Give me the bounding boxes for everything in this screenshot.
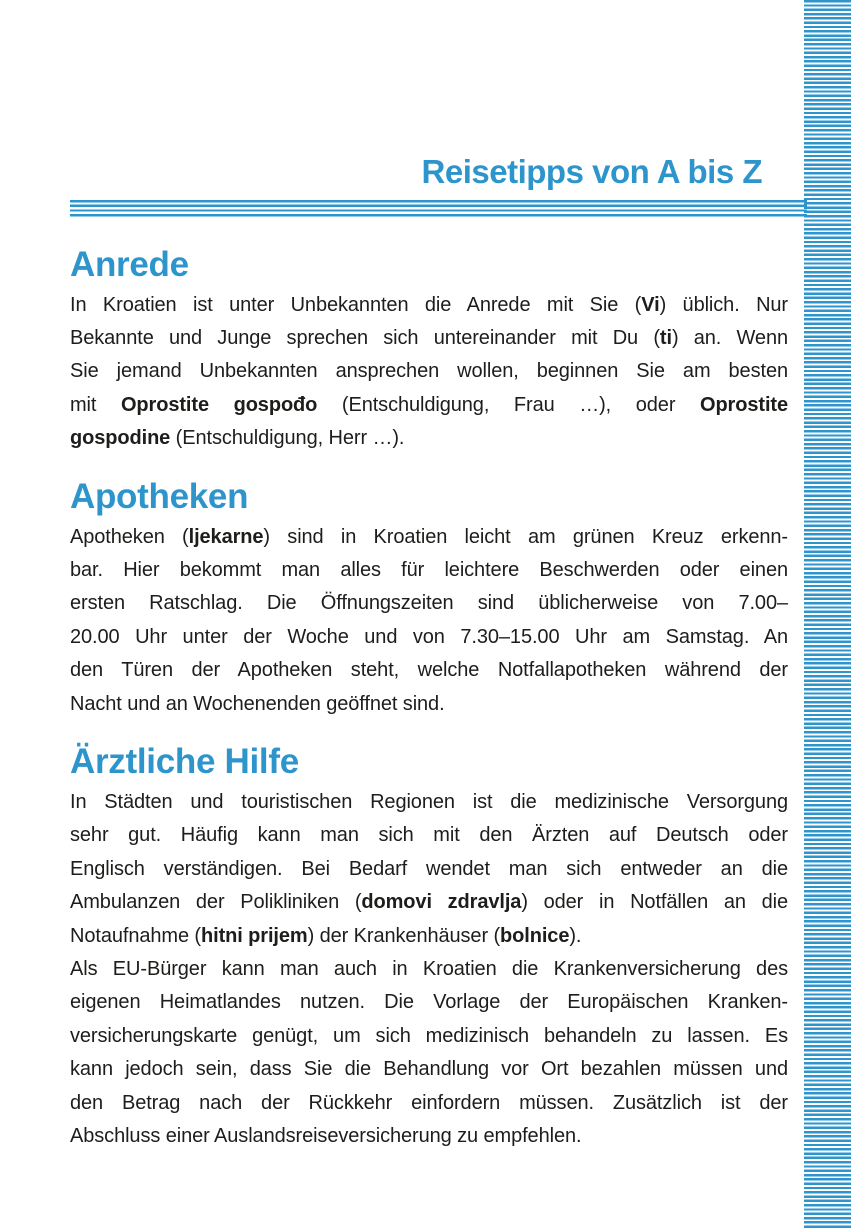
text-line xyxy=(70,853,788,886)
section-heading-apotheken: Apotheken xyxy=(70,476,249,516)
text-line xyxy=(70,1020,788,1053)
text-segment: den Türen der Apotheken steht, welche Notfallapotheken während der xyxy=(70,659,788,682)
text-segment: 20.00 Uhr unter der Woche und von 7.30–15.00 Uhr am Samstag. An xyxy=(70,625,788,648)
text-segment: In Kroatien ist unter Unbekannten die Anrede mit Sie ( xyxy=(70,293,642,316)
bold-term: domovi zdravlja xyxy=(361,891,522,914)
section-heading-aerztliche-hilfe: Ärztliche Hilfe xyxy=(70,741,299,781)
section-apotheken xyxy=(70,476,788,721)
text-segment: ) oder in Notfällen an die xyxy=(521,891,789,914)
text-segment: mit xyxy=(70,393,121,416)
text-line xyxy=(70,389,788,422)
text-line xyxy=(70,688,788,721)
text-line xyxy=(70,786,788,819)
header-rule xyxy=(70,200,807,217)
text-line xyxy=(70,1053,788,1086)
page-header xyxy=(70,0,788,217)
text-line xyxy=(70,621,788,654)
text-segment: Englisch verständigen. Bei Bedarf wendet man sich entweder an die xyxy=(70,857,788,880)
paragraph xyxy=(70,953,788,1153)
text-segment: Sie jemand Unbekannten ansprechen wollen, beginnen Sie am besten xyxy=(70,360,788,383)
text-line xyxy=(70,322,788,355)
right-stripe-band-icon xyxy=(804,0,851,1229)
paragraph xyxy=(70,289,788,456)
text-line xyxy=(70,422,788,455)
text-segment: Notaufnahme ( xyxy=(70,924,201,947)
page-title: Reisetipps von A bis Z xyxy=(421,153,762,190)
bold-term: bolnice xyxy=(500,924,570,947)
text-line xyxy=(70,521,788,554)
text-segment: eigenen Heimatlandes nutzen. Die Vorlage der Europäischen Kranken- xyxy=(70,991,788,1014)
text-segment: ) sind in Kroatien leicht am grünen Kreuz erkenn- xyxy=(263,525,788,548)
text-segment: (Entschuldigung, Frau …), oder xyxy=(317,393,700,416)
bold-term: gospodine xyxy=(70,427,171,450)
text-line xyxy=(70,554,788,587)
text-line xyxy=(70,1087,788,1120)
page-content xyxy=(70,0,788,1153)
section-aerztliche-hilfe xyxy=(70,741,789,1153)
text-segment: versicherungskarte genügt, um sich medizinisch behandeln zu lassen. Es xyxy=(70,1024,788,1047)
text-line xyxy=(70,953,788,986)
bold-term: Oprostite gospođo xyxy=(120,393,318,416)
text-segment: ) der Krankenhäuser ( xyxy=(307,924,501,947)
text-segment: (Entschuldigung, Herr …). xyxy=(170,427,405,450)
text-segment: ). xyxy=(569,924,582,947)
text-segment: In Städten und touristischen Regionen ist die medizinische Versorgung xyxy=(70,790,788,813)
bold-term: ti xyxy=(659,326,672,349)
text-segment: Als EU-Bürger kann man auch in Kroatien die Krankenversicherung des xyxy=(70,958,788,980)
text-line xyxy=(70,886,788,919)
bold-term: hitni prijem xyxy=(201,924,308,947)
bold-term: Vi xyxy=(641,293,660,316)
bold-term: ljekarne xyxy=(188,525,264,548)
text-segment: kann jedoch sein, dass Sie die Behandlung vor Ort bezahlen müssen und xyxy=(70,1058,788,1081)
text-line xyxy=(70,587,788,620)
text-line xyxy=(70,920,788,953)
text-segment: Bekannte und Junge sprechen sich untereinander mit Du ( xyxy=(70,326,660,349)
text-line xyxy=(70,654,788,687)
paragraph xyxy=(70,521,788,721)
text-line xyxy=(70,986,788,1019)
text-segment: ) üblich. Nur xyxy=(659,293,788,316)
text-line xyxy=(70,355,788,388)
section-heading-anrede: Anrede xyxy=(70,244,189,284)
text-line xyxy=(70,819,788,852)
text-line xyxy=(70,289,788,322)
text-segment: den Betrag nach der Rückkehr einfordern müssen. Zusätzlich ist der xyxy=(70,1091,788,1114)
section-anrede xyxy=(70,244,789,456)
text-segment: Apotheken ( xyxy=(70,525,189,548)
text-segment: Nacht und an Wochenenden geöffnet sind. xyxy=(70,692,445,715)
bold-term: Oprostite xyxy=(699,393,788,416)
text-segment: ersten Ratschlag. Die Öffnungszeiten sind üblicherweise von 7.00– xyxy=(70,592,788,615)
text-segment: Abschluss einer Auslandsreiseversicherung zu empfehlen. xyxy=(70,1125,582,1148)
paragraph xyxy=(70,786,788,953)
text-line xyxy=(70,1120,788,1153)
content-sections xyxy=(70,244,789,1154)
text-segment: bar. Hier bekommt man alles für leichtere Beschwerden oder einen xyxy=(70,558,788,581)
text-segment: Ambulanzen der Polikliniken ( xyxy=(70,891,362,914)
text-segment: sehr gut. Häufig kann man sich mit den Ärzten auf Deutsch oder xyxy=(70,824,788,847)
text-segment: ) an. Wenn xyxy=(671,326,789,349)
